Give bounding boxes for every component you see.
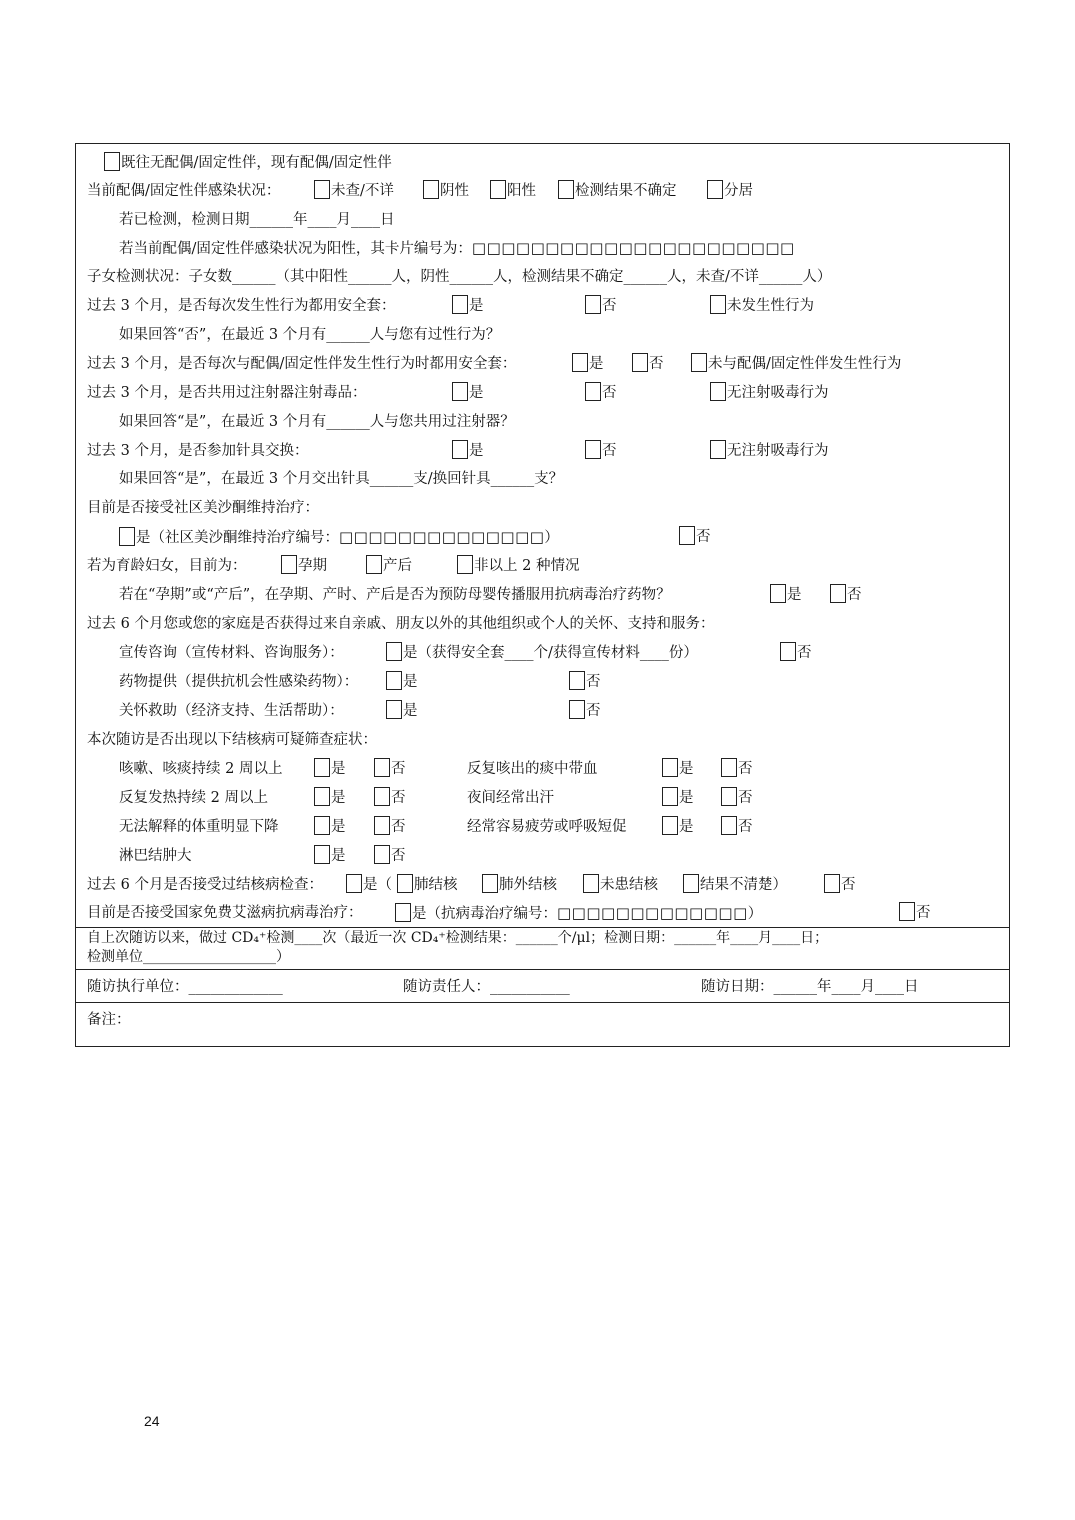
checkbox-no-partner-sex[interactable] [691, 353, 707, 372]
followup-info-section [76, 969, 1009, 1002]
row-condom-use [87, 295, 1007, 317]
option-art-yes: 是（抗病毒治疗编号： [412, 906, 557, 922]
row-needles-count [119, 468, 563, 490]
checkbox-yes[interactable] [314, 845, 330, 864]
checkbox-new-partner[interactable] [104, 152, 120, 171]
row-methadone-question [87, 497, 319, 519]
row-partner-condom [87, 353, 1007, 375]
option-yes: 是 [589, 356, 604, 372]
checkbox-pregnant[interactable] [281, 555, 297, 574]
label-partner-status: 当前配偶/固定性伴感染状况： [87, 183, 281, 199]
label-drug-provision: 药物提供（提供抗机会性感染药物）： [119, 674, 359, 690]
checkbox-no[interactable] [721, 816, 737, 835]
row-partner-card-number [119, 237, 795, 259]
option-yes: 是 [331, 848, 346, 864]
option-no: 否 [738, 819, 753, 835]
option-indeterminate: 检测结果不确定 [575, 183, 677, 199]
checkbox-no[interactable] [721, 758, 737, 777]
option-no: 否 [391, 790, 406, 806]
checkbox-yes[interactable] [572, 353, 588, 372]
option-yes: 是 [469, 298, 484, 314]
checkbox-no[interactable] [569, 671, 585, 690]
label-pmtct: 若在“孕期”或“产后”，在孕期、产时、产后是否为预防母婴传播服用抗病毒治疗药物？ [119, 587, 671, 603]
option-no: 否 [738, 761, 753, 777]
page-number: 24 [144, 1413, 160, 1429]
option-no: 否 [602, 298, 617, 314]
checkbox-no[interactable] [374, 758, 390, 777]
option-postpartum: 产后 [383, 558, 412, 574]
option-positive: 阳性 [507, 183, 536, 199]
checkbox-yes[interactable] [452, 295, 468, 314]
cd4-section [76, 927, 1009, 969]
option-no: 否 [602, 443, 617, 459]
option-no: 否 [391, 761, 406, 777]
checkbox-unknown[interactable] [314, 180, 330, 199]
checkbox-yes[interactable] [386, 700, 402, 719]
checkbox-yes[interactable] [386, 642, 402, 661]
label-needle-exchange: 过去 3 个月，是否参加针具交换： [87, 443, 309, 459]
syringe-sharers-text[interactable]: 如果回答“是”，在最近 3 个月有______人与您共用过注射器？ [119, 414, 515, 430]
row-drug-provision [119, 671, 999, 693]
option-no: 否 [586, 674, 601, 690]
checkbox-yes[interactable] [314, 816, 330, 835]
label-art: 目前是否接受国家免费艾滋病抗病毒治疗： [87, 905, 363, 921]
option-yes: 是 [679, 819, 694, 835]
checkbox-positive[interactable] [490, 180, 506, 199]
option-no: 否 [847, 587, 862, 603]
followup-form [75, 143, 1010, 1047]
option-art-no: 否 [916, 905, 931, 921]
checkbox-yes[interactable] [346, 874, 362, 893]
checkbox-no[interactable] [721, 787, 737, 806]
checkbox-yes[interactable] [770, 584, 786, 603]
row-new-partner [104, 152, 392, 174]
remarks-section[interactable] [76, 1002, 1009, 1048]
bracket-close: ） [544, 530, 559, 546]
followup-person-field[interactable]: 随访责任人：___________ [403, 979, 570, 995]
label-fatigue: 经常容易疲劳或呼吸短促 [467, 819, 627, 835]
row-tb-cough [119, 758, 999, 780]
row-art [87, 902, 1007, 924]
option-no: 否 [602, 385, 617, 401]
option-negative: 阴性 [440, 183, 469, 199]
option-yes: 是 [403, 674, 418, 690]
option-yes: 是 [331, 819, 346, 835]
option-no: 否 [391, 848, 406, 864]
row-tb-exam [87, 874, 1007, 896]
option-unknown: 未查/不详 [331, 183, 394, 199]
option-no-partner-sex: 未与配偶/固定性伴发生性行为 [708, 356, 902, 372]
label-night-sweats: 夜间经常出汗 [467, 790, 554, 806]
row-partner-status [87, 180, 1007, 202]
label-tb-exam: 过去 6 个月是否接受过结核病检查： [87, 877, 323, 893]
checkbox-no-tb[interactable] [583, 874, 599, 893]
row-pregnancy-status [87, 555, 1007, 577]
option-no: 否 [586, 703, 601, 719]
checkbox-indeterminate[interactable] [558, 180, 574, 199]
label-bloody-sputum: 反复咳出的痰中带血 [467, 761, 598, 777]
card-number-boxes[interactable]: □□□□□□□□□□□□□□□□□□□□□□ [471, 239, 795, 257]
option-no-injection: 无注射吸毒行为 [727, 443, 829, 459]
option-new-partner: 既往无配偶/固定性伴，现有配偶/固定性伴 [121, 155, 392, 171]
checkbox-result-unclear[interactable] [683, 874, 699, 893]
row-tb-fever [119, 787, 999, 809]
option-methadone-yes: 是（社区美沙酮维持治疗编号： [136, 530, 339, 546]
checkbox-no-injection[interactable] [710, 440, 726, 459]
test-date-field[interactable]: 若已检测，检测日期______年____月____日 [119, 212, 395, 228]
option-yes: 是 [787, 587, 802, 603]
option-methadone-no: 否 [696, 529, 711, 545]
followup-info-row [87, 976, 997, 998]
checkbox-yes[interactable] [386, 671, 402, 690]
tb-screening-question: 本次随访是否出现以下结核病可疑筛查症状： [87, 732, 377, 748]
label-weight-loss: 无法解释的体重明显下降 [119, 819, 279, 835]
option-separated: 分居 [724, 183, 753, 199]
option-extrapulmonary-tb: 肺外结核 [499, 877, 557, 893]
row-syringe-sharers [119, 411, 515, 433]
label-shared-syringe: 过去 3 个月，是否共用过注射器注射毒品： [87, 385, 367, 401]
checkbox-no[interactable] [585, 440, 601, 459]
label-publicity-counseling: 宣传咨询（宣传材料、咨询服务）： [119, 645, 344, 661]
checkbox-methadone-no[interactable] [679, 526, 695, 545]
checkbox-no[interactable] [824, 874, 840, 893]
label-pregnancy-status: 若为育龄妇女，目前为： [87, 558, 247, 574]
row-care-support-question [87, 613, 714, 635]
label-care-relief: 关怀救助（经济支持、生活帮助）： [119, 703, 344, 719]
row-shared-syringe [87, 382, 1007, 404]
remarks-label: 备注： [87, 1012, 131, 1028]
checkbox-no[interactable] [374, 787, 390, 806]
checkbox-art-yes[interactable] [395, 903, 411, 922]
art-number-boxes[interactable]: □□□□□□□□□□□□□ [557, 904, 748, 922]
label-cough: 咳嗽、咳痰持续 2 周以上 [119, 761, 283, 777]
form-main-section [76, 144, 1009, 927]
option-yes: 是 [331, 761, 346, 777]
label-partner-condom: 过去 3 个月，是否每次与配偶/固定性伴发生性行为时都用安全套： [87, 356, 517, 372]
option-yes: 是 [331, 790, 346, 806]
checkbox-extrapulmonary-tb[interactable] [482, 874, 498, 893]
option-yes: 是 [679, 790, 694, 806]
needles-count-text[interactable]: 如果回答“是”，在最近 3 个月交出针具______支/换回针具______支？ [119, 471, 564, 487]
option-yes-condoms-materials: 是（获得安全套____个/获得宣传材料____份） [403, 645, 698, 661]
option-neither: 非以上 2 种情况 [474, 558, 580, 574]
checkbox-yes[interactable] [452, 382, 468, 401]
row-children-status [87, 266, 831, 288]
row-pmtct [119, 584, 999, 606]
checkbox-yes[interactable] [662, 787, 678, 806]
option-no: 否 [738, 790, 753, 806]
bracket-close: ） [747, 906, 763, 922]
row-publicity-counseling [119, 642, 999, 664]
option-no-injection: 无注射吸毒行为 [727, 385, 829, 401]
checkbox-postpartum[interactable] [366, 555, 382, 574]
checkbox-yes[interactable] [662, 758, 678, 777]
option-yes: 是（ [363, 877, 392, 893]
checkbox-yes[interactable] [314, 787, 330, 806]
checkbox-no[interactable] [632, 353, 648, 372]
checkbox-no[interactable] [585, 295, 601, 314]
methadone-number-boxes[interactable]: □□□□□□□□□□□□□□ [339, 528, 545, 546]
option-yes: 是 [469, 385, 484, 401]
checkbox-neither[interactable] [457, 555, 473, 574]
checkbox-separated[interactable] [707, 180, 723, 199]
row-tb-screening-question [87, 729, 377, 751]
option-pregnant: 孕期 [298, 558, 327, 574]
checkbox-methadone-yes[interactable] [119, 527, 135, 546]
checkbox-pulmonary-tb[interactable] [397, 874, 413, 893]
checkbox-no[interactable] [780, 642, 796, 661]
row-needle-exchange [87, 440, 1007, 462]
care-support-question: 过去 6 个月您或您的家庭是否获得过来自亲戚、朋友以外的其他组织或个人的关怀、支持和服务： [87, 616, 715, 632]
option-yes: 是 [469, 443, 484, 459]
option-result-unclear: 结果不清楚） [700, 877, 787, 893]
row-methadone-answer [119, 526, 999, 548]
methadone-question: 目前是否接受社区美沙酮维持治疗： [87, 500, 319, 516]
option-no: 否 [391, 819, 406, 835]
option-no: 否 [797, 645, 812, 661]
checkbox-no[interactable] [374, 845, 390, 864]
checkbox-yes[interactable] [662, 816, 678, 835]
followup-unit-field[interactable]: 随访执行单位：_____________ [87, 979, 283, 995]
checkbox-no[interactable] [569, 700, 585, 719]
children-status-text[interactable]: 子女检测状况：子女数______（其中阳性______人，阴性______人，检测结果不确定______人，未查/不详______人） [87, 269, 832, 285]
option-yes: 是 [679, 761, 694, 777]
label-card-number: 若当前配偶/固定性伴感染状况为阳性，其卡片编号为： [119, 241, 472, 257]
row-test-date [119, 209, 395, 231]
followup-date-field[interactable]: 随访日期：______年____月____日 [701, 979, 919, 995]
option-no: 否 [841, 877, 856, 893]
checkbox-yes[interactable] [314, 758, 330, 777]
cd4-line2[interactable]: 检测单位___________________） [87, 949, 290, 965]
checkbox-art-no[interactable] [899, 902, 915, 921]
row-tb-weight-loss [119, 816, 999, 838]
row-care-relief [119, 700, 999, 722]
label-lymph-swelling: 淋巴结肿大 [119, 848, 192, 864]
option-no: 否 [649, 356, 664, 372]
checkbox-no-injection[interactable] [710, 382, 726, 401]
label-condom-use: 过去 3 个月，是否每次发生性行为都用安全套： [87, 298, 396, 314]
checkbox-no[interactable] [830, 584, 846, 603]
checkbox-no-sex[interactable] [710, 295, 726, 314]
checkbox-no[interactable] [374, 816, 390, 835]
checkbox-yes[interactable] [452, 440, 468, 459]
cd4-line1[interactable]: 自上次随访以来，做过 CD₄⁺检测____次（最近一次 CD₄⁺检测结果：______个/μl；检测日期：______年____月____日； [87, 930, 829, 946]
option-no-tb: 未患结核 [600, 877, 658, 893]
option-yes: 是 [403, 703, 418, 719]
checkbox-no[interactable] [585, 382, 601, 401]
row-tb-lymph [119, 845, 999, 867]
sex-partners-count-text[interactable]: 如果回答“否”，在最近 3 个月有______人与您有过性行为？ [119, 327, 501, 343]
option-no-sex: 未发生性行为 [727, 298, 814, 314]
option-pulmonary-tb: 肺结核 [414, 877, 458, 893]
checkbox-negative[interactable] [423, 180, 439, 199]
label-fever: 反复发热持续 2 周以上 [119, 790, 268, 806]
row-sex-partners-count [119, 324, 500, 346]
